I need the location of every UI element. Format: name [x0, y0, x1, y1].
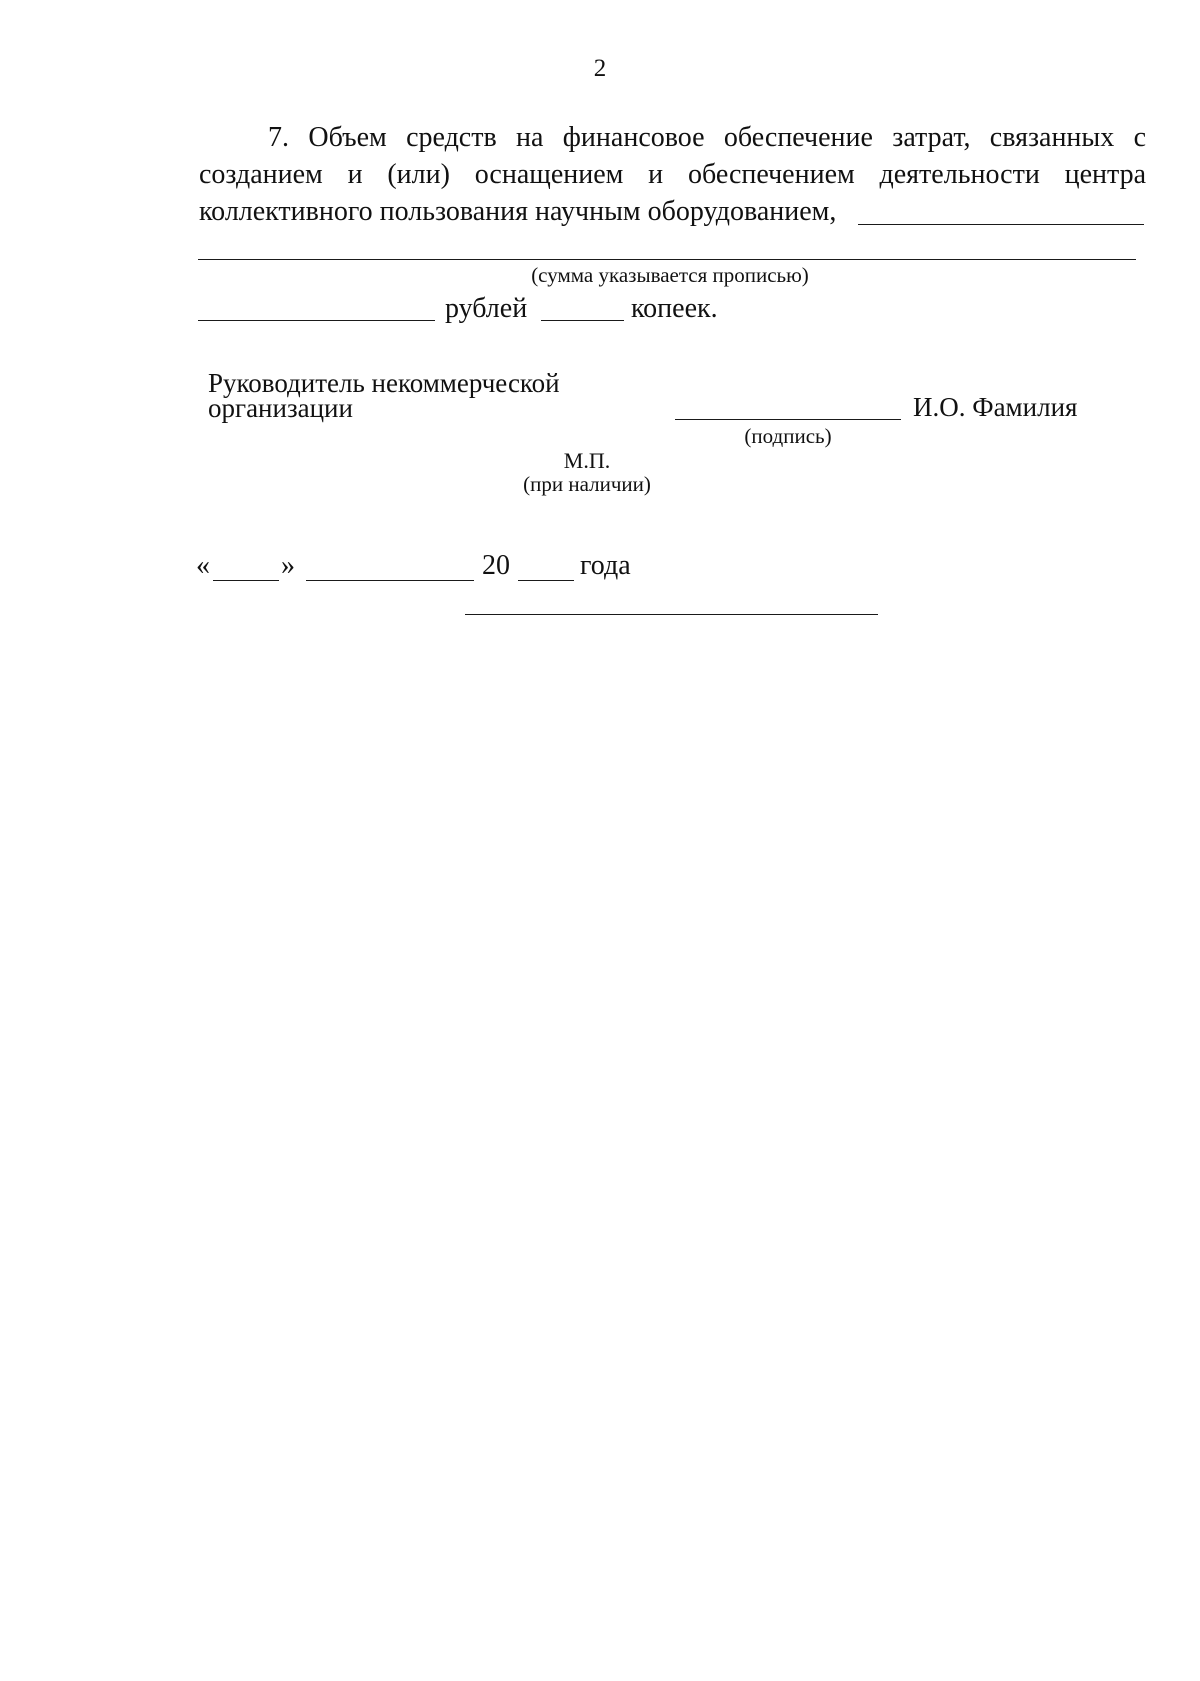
- amount-blank-inline[interactable]: [858, 224, 1144, 225]
- closing-divider: [465, 614, 878, 615]
- date-year-prefix: 20: [482, 550, 510, 581]
- amount-caption: (сумма указывается прописью): [531, 263, 809, 287]
- rubles-blank[interactable]: [198, 320, 435, 321]
- date-year-blank[interactable]: [518, 580, 574, 581]
- paragraph-7-line-2: созданием и (или) оснащением и обеспечением деятельности центра: [199, 159, 1146, 190]
- date-open-quote: «: [196, 550, 210, 581]
- signature-blank[interactable]: [675, 419, 901, 420]
- signature-caption: (подпись): [744, 424, 832, 448]
- rubles-label: рублей: [445, 293, 528, 324]
- head-title-line-2: организации: [208, 393, 353, 423]
- page-number: 2: [593, 55, 607, 82]
- signer-name: И.О. Фамилия: [913, 392, 1078, 422]
- date-close-quote: »: [281, 550, 295, 581]
- kopecks-label: копеек.: [631, 293, 718, 324]
- paragraph-7-line-1: 7. Объем средств на финансовое обеспечение затрат, связанных с: [268, 122, 1146, 153]
- kopecks-blank[interactable]: [541, 320, 624, 321]
- stamp-label: М.П.: [563, 448, 611, 473]
- stamp-note: (при наличии): [523, 472, 651, 496]
- date-day-blank[interactable]: [213, 580, 279, 581]
- date-month-blank[interactable]: [306, 580, 474, 581]
- head-title-line-1: Руководитель некоммерческой: [208, 368, 560, 398]
- date-year-suffix: года: [580, 550, 631, 581]
- paragraph-7-line-3: коллективного пользования научным оборудованием,: [199, 196, 837, 227]
- amount-in-words-blank[interactable]: [198, 259, 1136, 260]
